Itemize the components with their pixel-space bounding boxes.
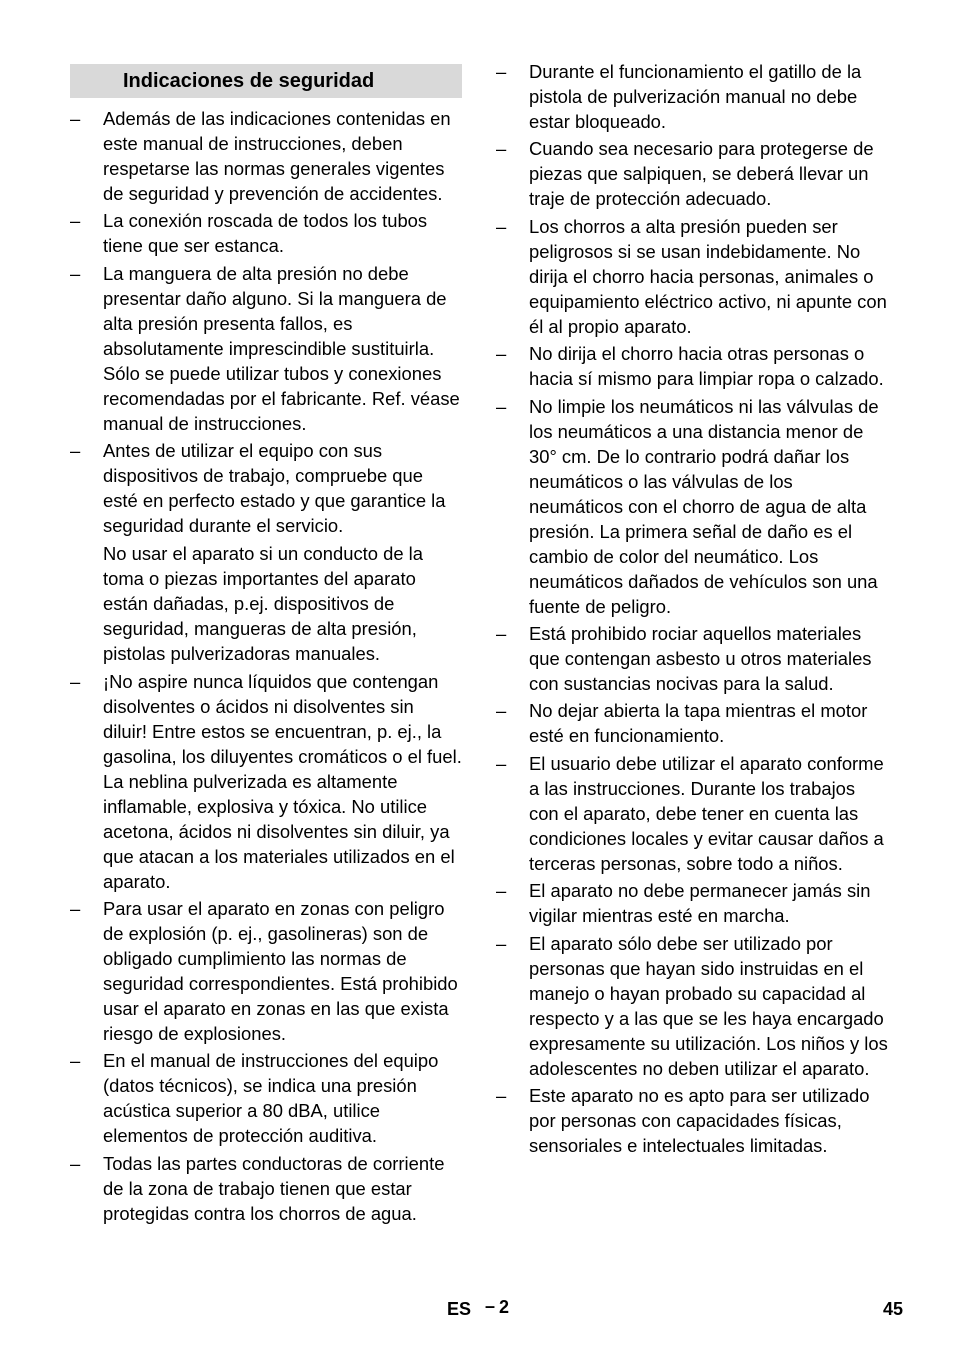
list-item — [496, 751, 888, 876]
list-item — [496, 698, 888, 748]
page-number: 45 — [883, 1299, 904, 1319]
right-column — [496, 58, 888, 1160]
bullet-dash: – — [496, 880, 507, 902]
item-paragraph: Cuando sea necesario para protegerse de piezas que salpiquen, se deberá llevar un traje de protección adecuado. — [529, 138, 874, 210]
item-paragraph: En el manual de instrucciones del equipo (datos técnicos), se indica una presión acústica superior a 80 dBA, utilice elementos de protección auditiva. — [103, 1050, 439, 1147]
item-paragraph: No usar el aparato si un conducto de la toma o piezas importantes del aparato están dañadas, p.ej. dispositivos de seguridad, mangueras de alta presión, pistolas pulverizadoras manuales. — [103, 543, 423, 665]
footer-dash: – — [485, 1296, 496, 1316]
list-item — [70, 261, 462, 436]
item-paragraph: ¡No aspire nunca líquidos que contengan disolventes o ácidos ni disolventes sin diluir! Entre estos se encuentran, p. ej., la gasolina, los diluyentes cromáticos o el fuel. La neblina pulverizada es altamente inflamable, explosiva y tóxica. No utilice acetona, ácidos ni disolventes sin diluir, ya que atacan a los materiales utilizados en el aparato. — [103, 670, 462, 892]
item-paragraph: La conexión roscada de todos los tubos tiene que ser estanca. — [103, 210, 428, 257]
bullet-dash: – — [496, 622, 507, 644]
list-item — [496, 394, 888, 619]
bullet-dash: – — [496, 61, 507, 82]
footer-sub-page: 2 — [499, 1297, 510, 1317]
list-item — [496, 136, 888, 211]
item-paragraph: No dirija el chorro hacia otras personas o hacia sí mismo para limpiar ropa o calzado. — [529, 343, 884, 390]
item-paragraph: El usuario debe utilizar el aparato conforme a las instrucciones. Durante los trabajos con el aparato, debe tener en cuenta las condiciones locales y evitar causar daños a terceras personas, sobre todo a niños. — [529, 752, 884, 874]
bullet-dash: – — [70, 440, 81, 462]
list-item — [496, 621, 888, 696]
item-paragraph: El aparato no debe permanecer jamás sin vigilar mientras esté en marcha. — [529, 880, 871, 927]
item-paragraph: Durante el funcionamiento el gatillo de la pistola de pulverización manual no debe estar bloqueado. — [529, 61, 862, 132]
item-paragraph: Los chorros a alta presión pueden ser peligrosos si se usan indebidamente. No dirija el chorro hacia personas, animales o equipamiento eléctrico activo, ni apunte con él al propio aparato. — [529, 215, 887, 337]
list-item — [496, 931, 888, 1081]
item-paragraph: No limpie los neumáticos ni las válvulas de los neumáticos a una distancia menor de 30° cm. De lo contrario podrá dañar los neumáticos o las válvulas de los neumáticos con el chorro de agua de alta presión. La primera señal de daño es el cambio de color del neumático. Los neumáticos dañados de vehículos son una fuente de peligro. — [529, 395, 879, 617]
bullet-dash: – — [70, 108, 81, 129]
right-item-list — [496, 59, 888, 1158]
bullet-dash: – — [496, 752, 507, 774]
item-paragraph: La manguera de alta presión no debe presentar daño alguno. Si la manguera de alta presión presenta fallos, es absolutamente imprescindible sustituirla. Sólo se puede utilizar tubos y conexiones recomendadas por el fabricante. Ref. véase manual de instrucciones. — [103, 262, 460, 434]
bullet-dash: – — [70, 210, 81, 232]
list-item — [70, 208, 462, 258]
left-column — [70, 58, 462, 1228]
list-item — [496, 341, 888, 391]
bullet-dash: – — [496, 932, 507, 954]
bullet-dash: – — [496, 1084, 507, 1106]
bullet-dash: – — [496, 395, 507, 417]
item-paragraph: Además de las indicaciones contenidas en este manual de instrucciones, deben respetarse las normas generales vigentes de seguridad y prevención de accidentes. — [103, 108, 451, 204]
bullet-dash: – — [70, 670, 81, 692]
list-item — [496, 878, 888, 928]
item-paragraph: Este aparato no es apto para ser utilizado por personas con capacidades físicas, sensoriales e intelectuales limitadas. — [529, 1084, 870, 1156]
item-paragraph: Todas las partes conductoras de corriente de la zona de trabajo tienen que estar protegidas contra los chorros de agua. — [103, 1152, 445, 1224]
list-item — [70, 669, 462, 894]
section-title: Indicaciones de seguridad — [70, 64, 462, 98]
bullet-dash: – — [70, 1050, 81, 1072]
left-item-list — [70, 106, 462, 1226]
footer-language: ES — [447, 1299, 472, 1319]
item-paragraph: El aparato sólo debe ser utilizado por personas que hayan sido instruidas en el manejo o hayan probado su capacidad al respecto y a las que se les haya encargado expresamente su utilización. Los niños y los adolescentes no deben utilizar el aparato. — [529, 932, 888, 1079]
bullet-dash: – — [70, 1152, 81, 1174]
item-paragraph: No dejar abierta la tapa mientras el motor esté en funcionamiento. — [529, 700, 868, 747]
bullet-dash: – — [70, 262, 81, 284]
list-item — [496, 1083, 888, 1158]
list-item — [70, 438, 462, 666]
list-item — [496, 59, 888, 134]
bullet-dash: – — [496, 215, 507, 237]
list-item — [70, 106, 462, 206]
bullet-dash: – — [70, 897, 81, 919]
bullet-dash: – — [496, 138, 507, 160]
list-item — [70, 1048, 462, 1148]
list-item — [496, 214, 888, 339]
bullet-dash: – — [496, 700, 507, 722]
item-paragraph: Antes de utilizar el equipo con sus dispositivos de trabajo, compruebe que esté en perfecto estado y que garantice la seguridad durante el servicio. — [103, 440, 446, 537]
list-item — [70, 1151, 462, 1226]
item-paragraph: Para usar el aparato en zonas con peligro de explosión (p. ej., gasolineras) son de obligado cumplimiento las normas de seguridad correspondientes. Está prohibido usar el aparato en zonas en las que exista riesgo de explosiones. — [103, 897, 458, 1044]
item-paragraph: Está prohibido rociar aquellos materiales que contengan asbesto u otros materiales con sustancias nocivas para la salud. — [529, 622, 872, 694]
bullet-dash: – — [496, 343, 507, 365]
list-item — [70, 896, 462, 1046]
